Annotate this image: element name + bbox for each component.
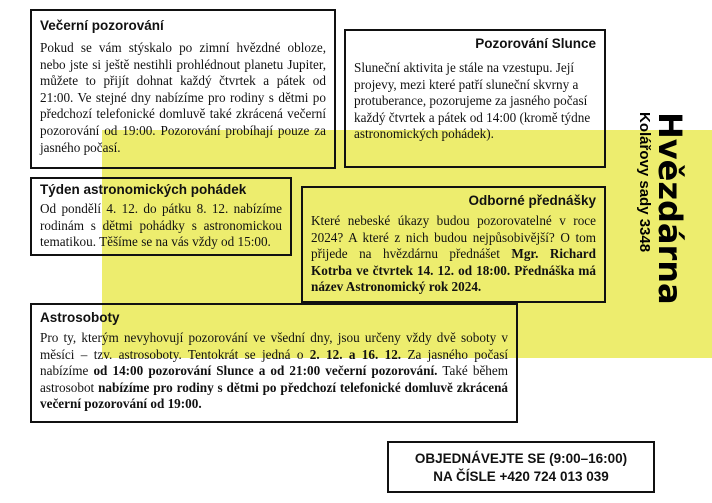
evening-observation-text: Pokud se vám stýskalo po zimní hvězdné obloze, nebo jste si ještě nestihli prohlédnout planetu Jupiter, můžete to přijít dohnat každý čtvrtek a pátek od 21:00. Ve stejné dny nabízíme pro rodiny s dětmi po předchozí telefonické domluvě také zkrácená večerní pozorování od 19:00. Pozorování probíhají pouze za jasného počasí.	[40, 40, 326, 155]
evening-observation-box	[30, 9, 336, 169]
astro-intro: Pro ty, kterým nevyhovují pozorování ve všední dny, jsou určeny vždy dvě soboty v měsíci – tzv. astrosoboty. Tentokrát se jedná o	[40, 330, 508, 362]
evening-observation-heading: Večerní pozorování	[40, 18, 164, 33]
astro-saturdays-heading: Astrosoboty	[40, 310, 120, 325]
lectures-title: Přednáška má název Astronomický rok 2024.	[311, 262, 596, 295]
sun-observation-text: Sluneční aktivita je stále na vzestupu. Její projevy, mezi které patří sluneční skvrny a protuberance, pozorujeme za jasného počasí každý čtvrtek a pátek od 14:00 (kromě týdne astronomických pohádek).	[354, 60, 591, 142]
lectures-box	[301, 186, 606, 303]
fairytale-week-heading: Týden astronomických pohádek	[40, 182, 247, 197]
venue-address: Kolářovy sady 3348	[636, 112, 653, 253]
contact-box	[387, 441, 655, 493]
sun-observation-heading: Pozorování Slunce	[475, 36, 596, 51]
venue-label	[627, 112, 687, 322]
sun-observation-box	[344, 29, 606, 168]
fairytale-week-text: Od pondělí 4. 12. do pátku 8. 12. nabízíme rodinám s dětmi pohádky s astronomickou tematikou. Těšíme se na vás vždy od 15:00.	[40, 201, 282, 250]
astro-also: Také během astrosobot	[40, 363, 509, 395]
lectures-text	[311, 213, 596, 296]
venue-name: Hvězdárna	[651, 112, 689, 305]
fairytale-week-box	[30, 177, 292, 256]
contact-phone[interactable]: NA ČÍSLE +420 724 013 039	[433, 468, 609, 484]
astro-weather-note: Za jasného počasí nabízíme	[40, 346, 509, 379]
astro-dates: 2. 12. a 16. 12.	[309, 346, 402, 362]
astro-family-offer: nabízíme pro rodiny s dětmi po předchozí telefonické domluvě zkrácená večerní pozorování od 19:00.	[40, 379, 508, 412]
astro-saturdays-text	[40, 330, 508, 413]
lectures-speaker-date: Mgr. Richard Kotrba ve čtvrtek 14. 12. od 18:00.	[311, 246, 596, 278]
astro-times: od 14:00 pozorování Slunce a od 21:00 večerní pozorování.	[93, 363, 438, 379]
contact-hours: OBJEDNÁVEJTE SE (9:00–16:00)	[414, 451, 628, 466]
lectures-intro: Které nebeské úkazy budou pozorovatelné v roce 2024? A které z nich budou nejpůsobivější? O tom přijede na hvězdárnu přednášet	[311, 213, 596, 262]
lectures-heading: Odborné přednášky	[468, 193, 596, 208]
astro-saturdays-box	[30, 303, 518, 423]
